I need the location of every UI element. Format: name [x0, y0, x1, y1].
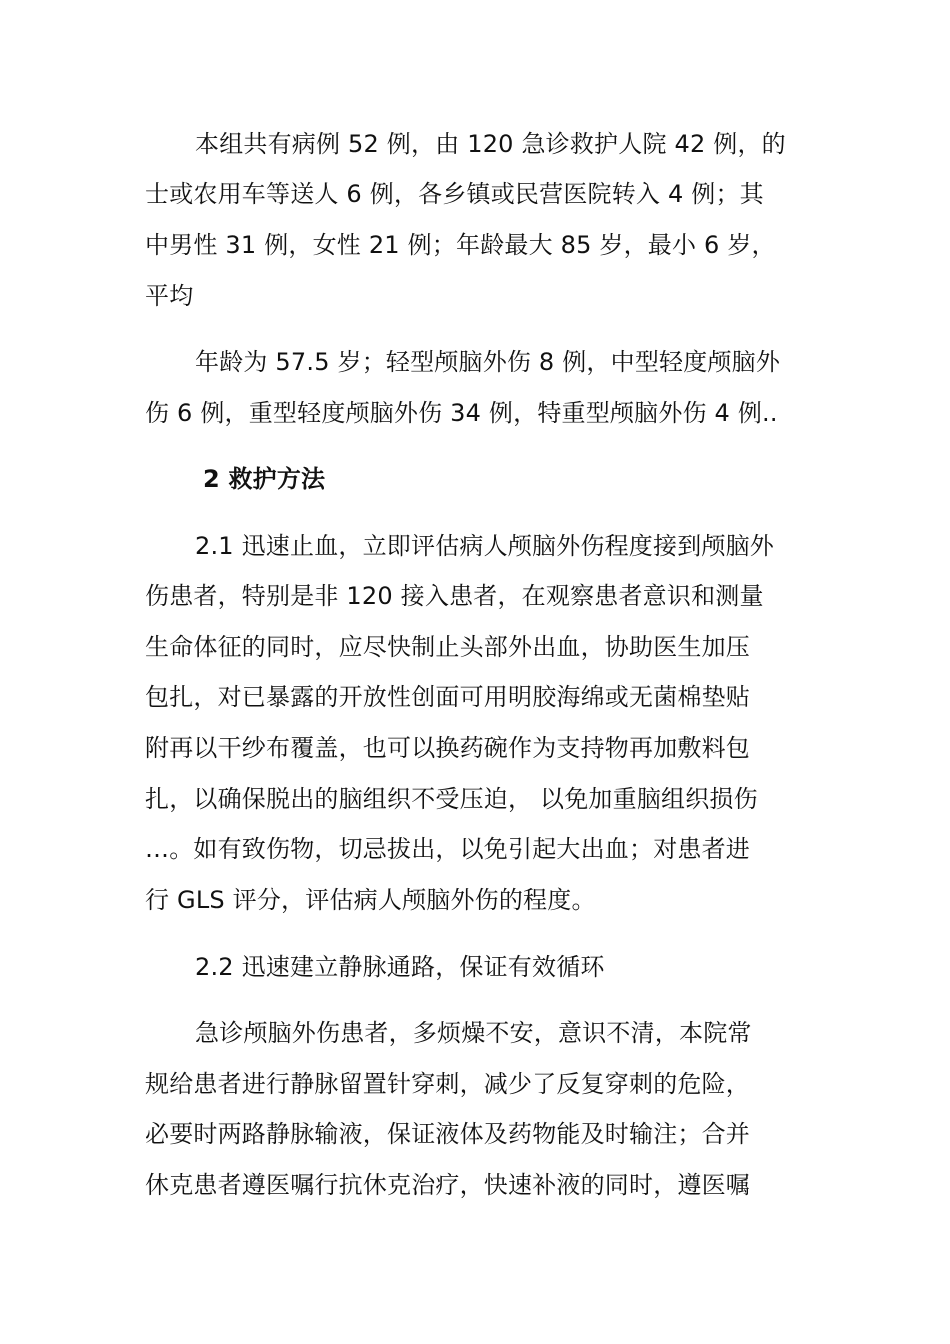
- paragraph-4-line-1: 急诊颅脑外伤患者，多烦燥不安，意识不清，本院常: [195, 1019, 752, 1047]
- paragraph-3-line-4: 包扎，对已暴露的开放性创面可用明胶海绵或无菌棉垫贴: [145, 683, 750, 711]
- paragraph-2-line-1: 年龄为 57.5 岁；轻型颅脑外伤 8 例，中型轻度颅脑外: [195, 348, 781, 376]
- paragraph-3-line-7: …。如有致伤物，切忌拔出，以免引起大出血；对患者进: [145, 835, 750, 863]
- paragraph-3-line-8: 行 GLS 评分，评估病人颅脑外伤的程度。: [145, 886, 596, 914]
- paragraph-3-line-2: 伤患者，特别是非 120 接入患者，在观察患者意识和测量: [145, 582, 764, 610]
- paragraph-4-line-4: 休克患者遵医嘱行抗休克治疗，快速补液的同时，遵医嘱: [145, 1171, 750, 1199]
- paragraph-3-line-3: 生命体征的同时，应尽快制止头部外出血，协助医生加压: [145, 633, 750, 661]
- paragraph-1-line-3: 中男性 31 例，女性 21 例；年龄最大 85 岁，最小 6 岁，: [145, 231, 776, 259]
- paragraph-2-line-2: 伤 6 例，重型轻度颅脑外伤 34 例，特重型颅脑外伤 4 例..: [145, 399, 778, 427]
- subheading-2-2: 2.2 迅速建立静脉通路，保证有效循环: [195, 953, 605, 981]
- paragraph-1-line-4: 平均: [145, 282, 194, 310]
- paragraph-3-line-1: 2.1 迅速止血，立即评估病人颅脑外伤程度接到颅脑外: [195, 532, 774, 560]
- paragraph-3-line-6: 扎，以确保脱出的脑组织不受压迫， 以免加重脑组织损伤: [145, 785, 758, 813]
- paragraph-1-line-1: 本组共有病例 52 例，由 120 急诊救护人院 42 例，的: [195, 130, 786, 158]
- paragraph-4-line-3: 必要时两路静脉输液，保证液体及药物能及时输注；合并: [145, 1120, 750, 1148]
- paragraph-4-line-2: 规给患者进行静脉留置针穿刺，减少了反复穿刺的危险，: [145, 1070, 750, 1098]
- section-heading: 2 救护方法: [203, 465, 326, 493]
- paragraph-3-line-5: 附再以干纱布覆盖，也可以换药碗作为支持物再加敷料包: [145, 734, 750, 762]
- paragraph-1-line-2: 士或农用车等送人 6 例，各乡镇或民营医院转入 4 例；其: [145, 180, 764, 208]
